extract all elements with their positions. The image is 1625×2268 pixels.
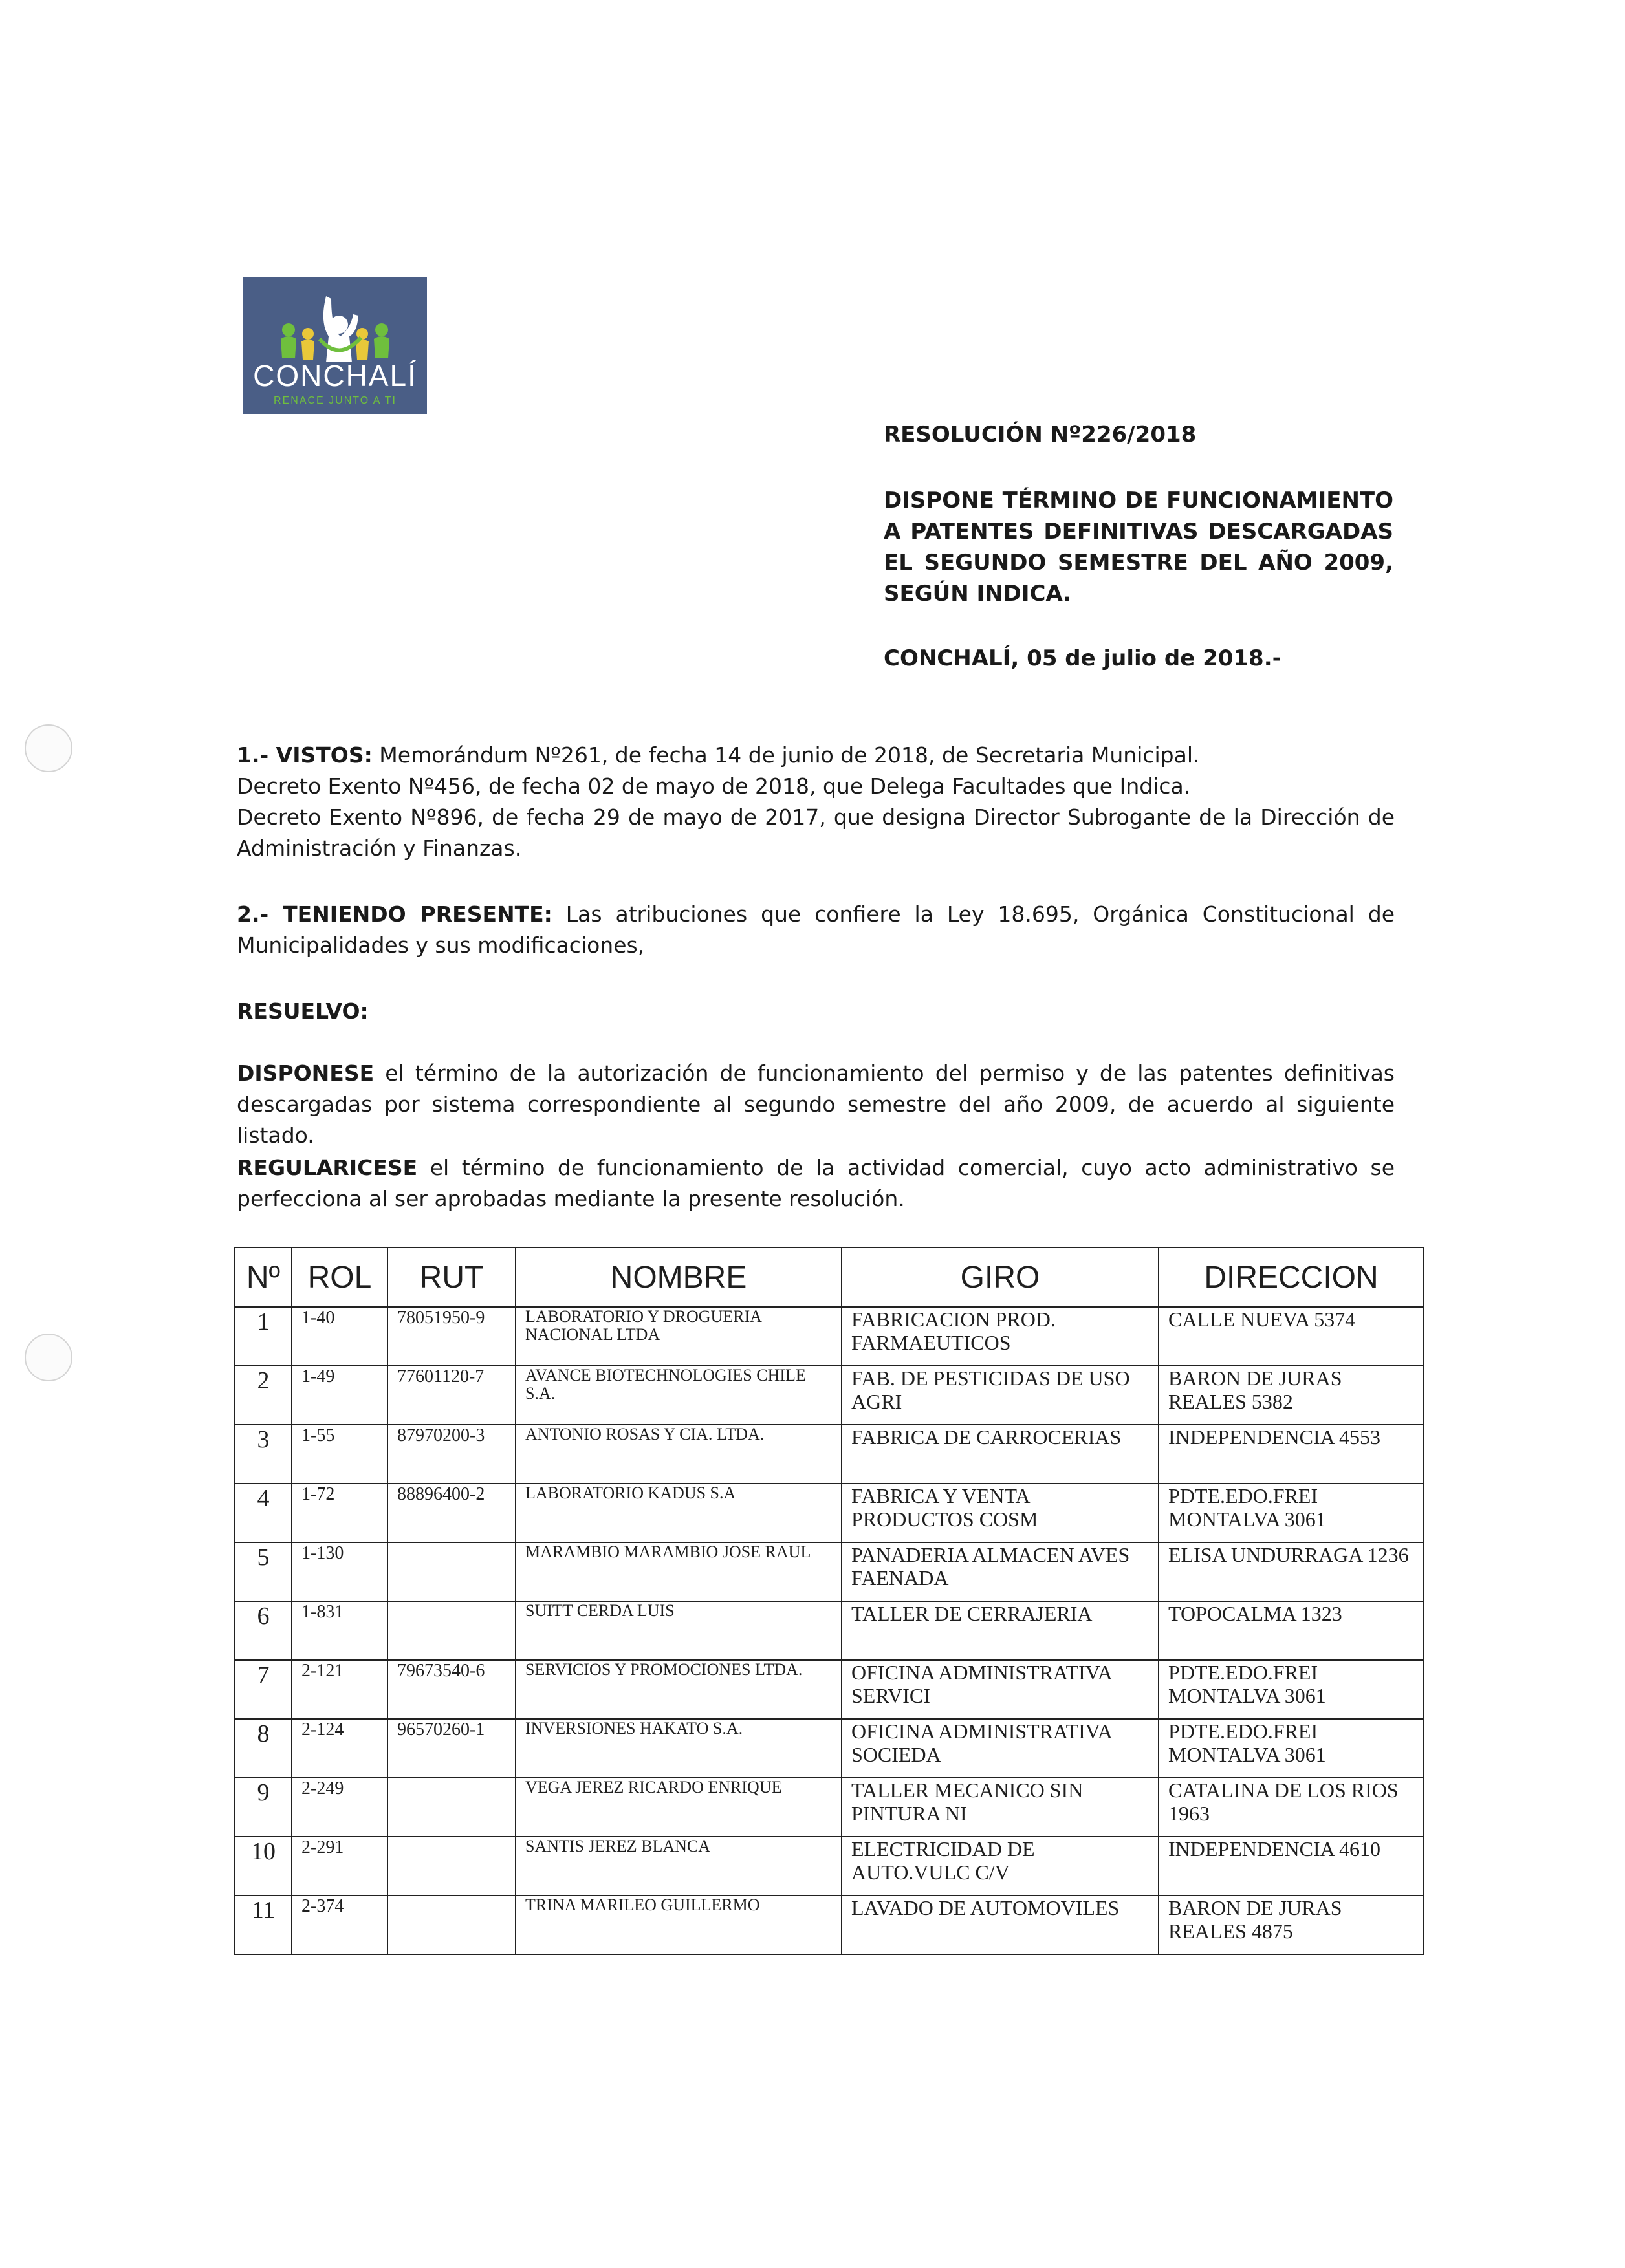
- rol-cell: 2-291: [292, 1837, 387, 1895]
- municipality-logo: [243, 277, 427, 414]
- row-number: 2: [235, 1366, 292, 1425]
- table-row: [235, 1601, 1424, 1660]
- rol-cell: 1-40: [292, 1307, 387, 1366]
- direccion-cell: TOPOCALMA 1323: [1159, 1601, 1424, 1660]
- table-row: [235, 1307, 1424, 1366]
- rol-cell: 1-72: [292, 1484, 387, 1542]
- direccion-cell: ELISA UNDURRAGA 1236: [1159, 1542, 1424, 1601]
- rut-cell: 79673540-6: [387, 1660, 516, 1719]
- punch-hole-top: [25, 724, 72, 772]
- row-number: 5: [235, 1542, 292, 1601]
- rol-cell: 1-831: [292, 1601, 387, 1660]
- table-body: [235, 1307, 1424, 1954]
- row-number: 6: [235, 1601, 292, 1660]
- rol-cell: 1-55: [292, 1425, 387, 1484]
- nombre-cell: MARAMBIO MARAMBIO JOSE RAUL: [516, 1542, 842, 1601]
- col-header-giro: GIRO: [842, 1247, 1159, 1307]
- resolution-subject: DISPONE TÉRMINO DE FUNCIONAMIENTO A PATENTES DEFINITIVAS DESCARGADAS EL SEGUNDO SEMESTRE DEL AÑO 2009, SEGÚN INDICA.: [884, 488, 1393, 607]
- place-and-date: CONCHALÍ, 05 de julio de 2018.-: [884, 645, 1281, 671]
- giro-cell: PANADERIA ALMACEN AVES FAENADA: [842, 1542, 1159, 1601]
- logo-name: CONCHALÍ: [253, 359, 417, 393]
- table-row: [235, 1425, 1424, 1484]
- nombre-cell: SANTIS JEREZ BLANCA: [516, 1837, 842, 1895]
- table-row: [235, 1778, 1424, 1837]
- row-number: 8: [235, 1719, 292, 1778]
- giro-cell: FABRICACION PROD. FARMAEUTICOS: [842, 1307, 1159, 1366]
- col-header-num: Nº: [235, 1247, 292, 1307]
- vistos-label: 1.- VISTOS:: [237, 742, 373, 768]
- nombre-cell: TRINA MARILEO GUILLERMO: [516, 1895, 842, 1954]
- patents-table: [234, 1247, 1424, 1955]
- disponese-label: DISPONESE: [237, 1061, 375, 1086]
- vistos-section: [237, 740, 1395, 864]
- table-row: [235, 1837, 1424, 1895]
- giro-cell: FAB. DE PESTICIDAS DE USO AGRI: [842, 1366, 1159, 1425]
- vistos-line-1: 1.- VISTOS: Memorándum Nº261, de fecha 14 de junio de 2018, de Secretaria Municipal.: [237, 742, 1200, 768]
- giro-cell: OFICINA ADMINISTRATIVA SOCIEDA: [842, 1719, 1159, 1778]
- row-number: 4: [235, 1484, 292, 1542]
- table-row: [235, 1660, 1424, 1719]
- direccion-cell: PDTE.EDO.FREI MONTALVA 3061: [1159, 1660, 1424, 1719]
- rut-cell: [387, 1895, 516, 1954]
- rut-cell: 77601120-7: [387, 1366, 516, 1425]
- people-emblem-icon: [243, 277, 427, 367]
- nombre-cell: ANTONIO ROSAS Y CIA. LTDA.: [516, 1425, 842, 1484]
- table-row: [235, 1719, 1424, 1778]
- rut-cell: 78051950-9: [387, 1307, 516, 1366]
- rut-cell: [387, 1837, 516, 1895]
- table-row: [235, 1895, 1424, 1954]
- disponese-paragraph: DISPONESE el término de la autorización de funcionamiento del permiso y de las patentes definitivas descargadas por sistema correspondiente al segundo semestre del año 2009, de acuerdo al siguiente listado.: [237, 1061, 1395, 1148]
- giro-cell: FABRICA DE CARROCERIAS: [842, 1425, 1159, 1484]
- vistos-line-3: Decreto Exento Nº896, de fecha 29 de mayo de 2017, que designa Director Subrogante de la Dirección de Administración y Finanzas.: [237, 805, 1395, 861]
- resolution-number: RESOLUCIÓN Nº226/2018: [884, 422, 1197, 448]
- col-header-nombre: NOMBRE: [516, 1247, 842, 1307]
- rut-cell: [387, 1601, 516, 1660]
- teniendo-presente-section: 2.- TENIENDO PRESENTE: Las atribuciones que confiere la Ley 18.695, Orgánica Constitucional de Municipalidades y sus modificaciones,: [237, 902, 1395, 958]
- rut-cell: 87970200-3: [387, 1425, 516, 1484]
- nombre-cell: LABORATORIO Y DROGUERIA NACIONAL LTDA: [516, 1307, 842, 1366]
- rut-cell: [387, 1778, 516, 1837]
- teniendo-label: 2.- TENIENDO PRESENTE:: [237, 902, 552, 927]
- direccion-cell: CALLE NUEVA 5374: [1159, 1307, 1424, 1366]
- rut-cell: [387, 1542, 516, 1601]
- logo-slogan: RENACE JUNTO A TI: [274, 395, 397, 406]
- table-header-row: [235, 1247, 1424, 1307]
- rol-cell: 2-374: [292, 1895, 387, 1954]
- row-number: 10: [235, 1837, 292, 1895]
- resuelvo-heading: RESUELVO:: [237, 999, 369, 1024]
- punch-hole-bottom: [25, 1334, 72, 1381]
- nombre-cell: VEGA JEREZ RICARDO ENRIQUE: [516, 1778, 842, 1837]
- nombre-cell: AVANCE BIOTECHNOLOGIES CHILE S.A.: [516, 1366, 842, 1425]
- rol-cell: 2-249: [292, 1778, 387, 1837]
- giro-cell: TALLER DE CERRAJERIA: [842, 1601, 1159, 1660]
- direccion-cell: INDEPENDENCIA 4553: [1159, 1425, 1424, 1484]
- nombre-cell: SUITT CERDA LUIS: [516, 1601, 842, 1660]
- rut-cell: 88896400-2: [387, 1484, 516, 1542]
- table-row: [235, 1542, 1424, 1601]
- row-number: 7: [235, 1660, 292, 1719]
- vistos-line-2: Decreto Exento Nº456, de fecha 02 de mayo de 2018, que Delega Facultades que Indica.: [237, 773, 1191, 799]
- direccion-cell: CATALINA DE LOS RIOS 1963: [1159, 1778, 1424, 1837]
- table-row: [235, 1366, 1424, 1425]
- direccion-cell: INDEPENDENCIA 4610: [1159, 1837, 1424, 1895]
- row-number: 3: [235, 1425, 292, 1484]
- rol-cell: 2-124: [292, 1719, 387, 1778]
- row-number: 1: [235, 1307, 292, 1366]
- row-number: 9: [235, 1778, 292, 1837]
- direccion-cell: BARON DE JURAS REALES 4875: [1159, 1895, 1424, 1954]
- row-number: 11: [235, 1895, 292, 1954]
- regularicese-label: REGULARICESE: [237, 1155, 418, 1180]
- col-header-direccion: DIRECCION: [1159, 1247, 1424, 1307]
- nombre-cell: SERVICIOS Y PROMOCIONES LTDA.: [516, 1660, 842, 1719]
- nombre-cell: LABORATORIO KADUS S.A: [516, 1484, 842, 1542]
- direccion-cell: PDTE.EDO.FREI MONTALVA 3061: [1159, 1719, 1424, 1778]
- giro-cell: FABRICA Y VENTA PRODUCTOS COSM: [842, 1484, 1159, 1542]
- giro-cell: ELECTRICIDAD DE AUTO.VULC C/V: [842, 1837, 1159, 1895]
- rut-cell: 96570260-1: [387, 1719, 516, 1778]
- giro-cell: LAVADO DE AUTOMOVILES: [842, 1895, 1159, 1954]
- giro-cell: TALLER MECANICO SIN PINTURA NI: [842, 1778, 1159, 1837]
- direccion-cell: PDTE.EDO.FREI MONTALVA 3061: [1159, 1484, 1424, 1542]
- col-header-rol: ROL: [292, 1247, 387, 1307]
- nombre-cell: INVERSIONES HAKATO S.A.: [516, 1719, 842, 1778]
- regularicese-paragraph: REGULARICESE el término de funcionamiento de la actividad comercial, cuyo acto administrativo se perfecciona al ser aprobadas mediante la presente resolución.: [237, 1155, 1395, 1211]
- giro-cell: OFICINA ADMINISTRATIVA SERVICI: [842, 1660, 1159, 1719]
- rol-cell: 2-121: [292, 1660, 387, 1719]
- direccion-cell: BARON DE JURAS REALES 5382: [1159, 1366, 1424, 1425]
- rol-cell: 1-49: [292, 1366, 387, 1425]
- col-header-rut: RUT: [387, 1247, 516, 1307]
- rol-cell: 1-130: [292, 1542, 387, 1601]
- table-row: [235, 1484, 1424, 1542]
